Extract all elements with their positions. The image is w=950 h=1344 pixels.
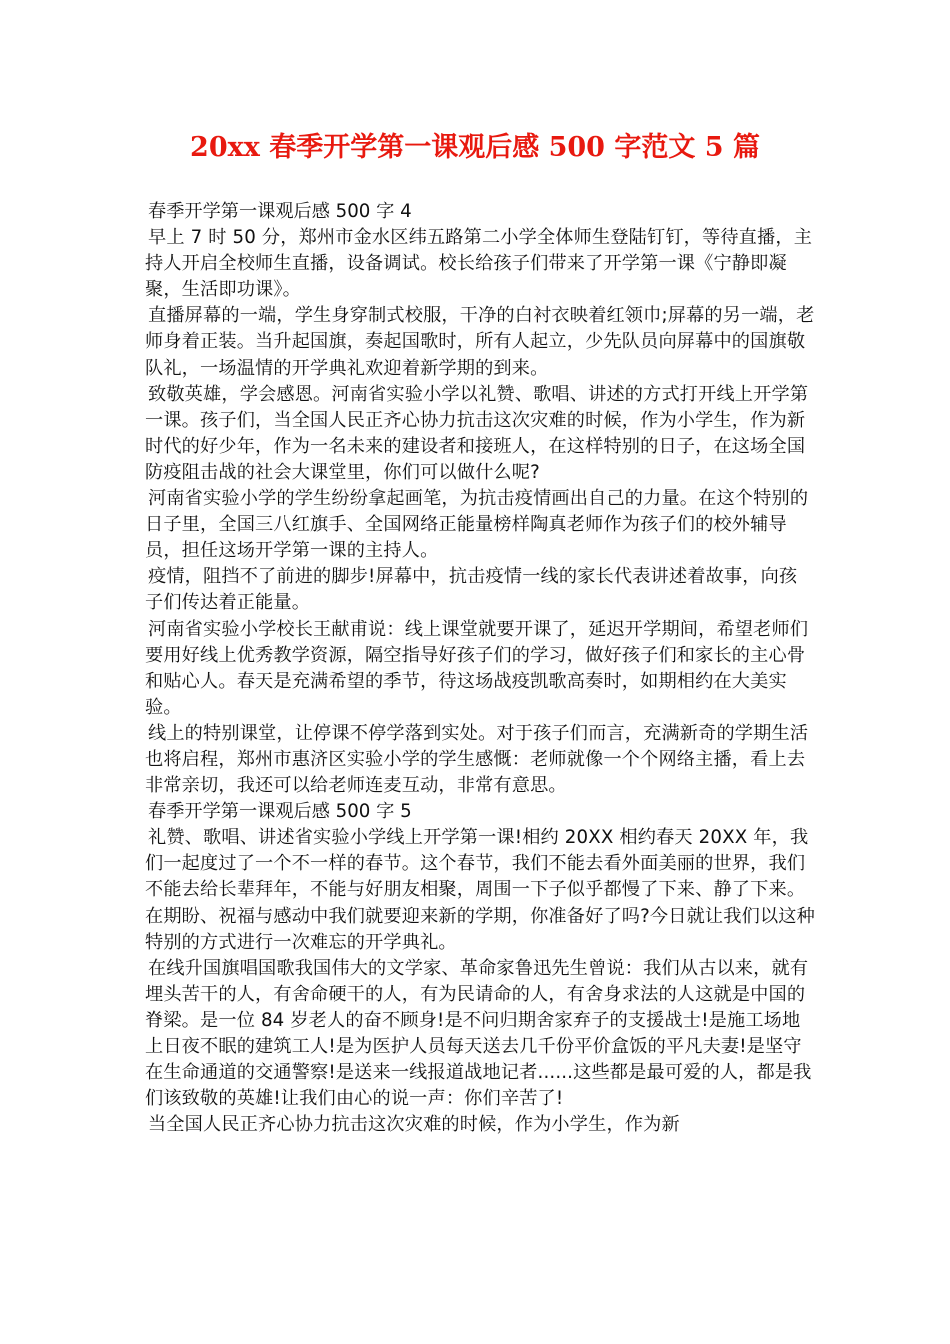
paragraph: 早上 7 时 50 分，郑州市金水区纬五路第二小学全体师生登陆钉钉，等待直播，主持人开启全校师生直播，设备调试。校长给孩子们带来了开学第一课《宁静即凝聚，生活即功课》。: [145, 227, 813, 301]
document-title: 20xx 春季开学第一课观后感 500 字范文 5 篇: [190, 132, 760, 163]
paragraph: 河南省实验小学校长王献甫说：线上课堂就要开课了，延迟开学期间，希望老师们要用好线上优秀教学资源，隔空指导好孩子们的学习，做好孩子们和家长的主心骨和贴心人。春天是充满希望的季节，待这场战疫凯歌高奏时，如期相约在大美实验。: [145, 618, 809, 718]
section-heading-4: 春季开学第一课观后感 500 字 4: [148, 201, 412, 222]
document-body: [145, 199, 815, 1138]
section-heading-5: 春季开学第一课观后感 500 字 5: [148, 801, 412, 823]
paragraph: 直播屏幕的一端，学生身穿制式校服，干净的白衬衣映着红领巾;屏幕的另一端，老师身着正装。当升起国旗，奏起国歌时，所有人起立，少先队员向屏幕中的国旗敬队礼，一场温情的开学典礼欢迎着新学期的到来。: [145, 305, 815, 379]
paragraph: 致敬英雄，学会感恩。河南省实验小学以礼赞、歌唱、讲述的方式打开线上开学第一课。孩子们，当全国人民正齐心协力抗击这次灾难的时候，作为小学生，作为新时代的好少年，作为一名未来的建设者和接班人，在这样特别的日子，在这场全国防疫阻击战的社会大课堂里，你们可以做什么呢?: [145, 383, 809, 483]
paragraph: 线上的特别课堂，让停课不停学落到实处。对于孩子们而言，充满新奇的学期生活也将启程，郑州市惠济区实验小学的学生感慨：老师就像一个个网络主播，看上去非常亲切，我还可以给老师连麦互动，非常有意思。: [145, 722, 809, 797]
paragraph: 河南省实验小学的学生纷纷拿起画笔，为抗击疫情画出自己的力量。在这个特别的日子里，全国三八红旗手、全国网络正能量榜样陶真老师作为孩子们的校外辅导员，担任这场开学第一课的主持人。: [145, 488, 809, 562]
paragraph: 礼赞、歌唱、讲述省实验小学线上开学第一课!相约 20XX 相约春天 20XX 年，我们一起度过了一个不一样的春节。这个春节，我们不能去看外面美丽的世界，我们不能去给长辈拜年，不能与好朋友相聚，周围一下子似乎都慢了下来、静了下来。在期盼、祝福与感动中我们就要迎来新的学期，你准备好了吗?今日就让我们以这种特别的方式进行一次难忘的开学典礼。: [145, 827, 815, 953]
paragraph: 疫情，阻挡不了前进的脚步!屏幕中，抗击疫情一线的家长代表讲述着故事，向孩子们传达着正能量。: [145, 566, 798, 614]
paragraph: 当全国人民正齐心协力抗击这次灾难的时候，作为小学生，作为新: [148, 1114, 680, 1136]
paragraph: 在线升国旗唱国歌我国伟大的文学家、革命家鲁迅先生曾说：我们从古以来，就有埋头苦干的人，有舍命硬干的人，有为民请命的人，有舍身求法的人这就是中国的脊梁。是一位 84 岁老人的奋不顾身!是不问归期舍家弃子的支援战士!是施工场地上日夜不眠的建筑工人!是为医护人员每天送去几千份平价盒饭的平凡夫妻!是坚守在生命通道的交通警察!是送来一线报道战地记者......这些都是最可爱的人，都是我们该致敬的英雄!让我们由心的说一声：你们辛苦了!: [145, 957, 812, 1110]
